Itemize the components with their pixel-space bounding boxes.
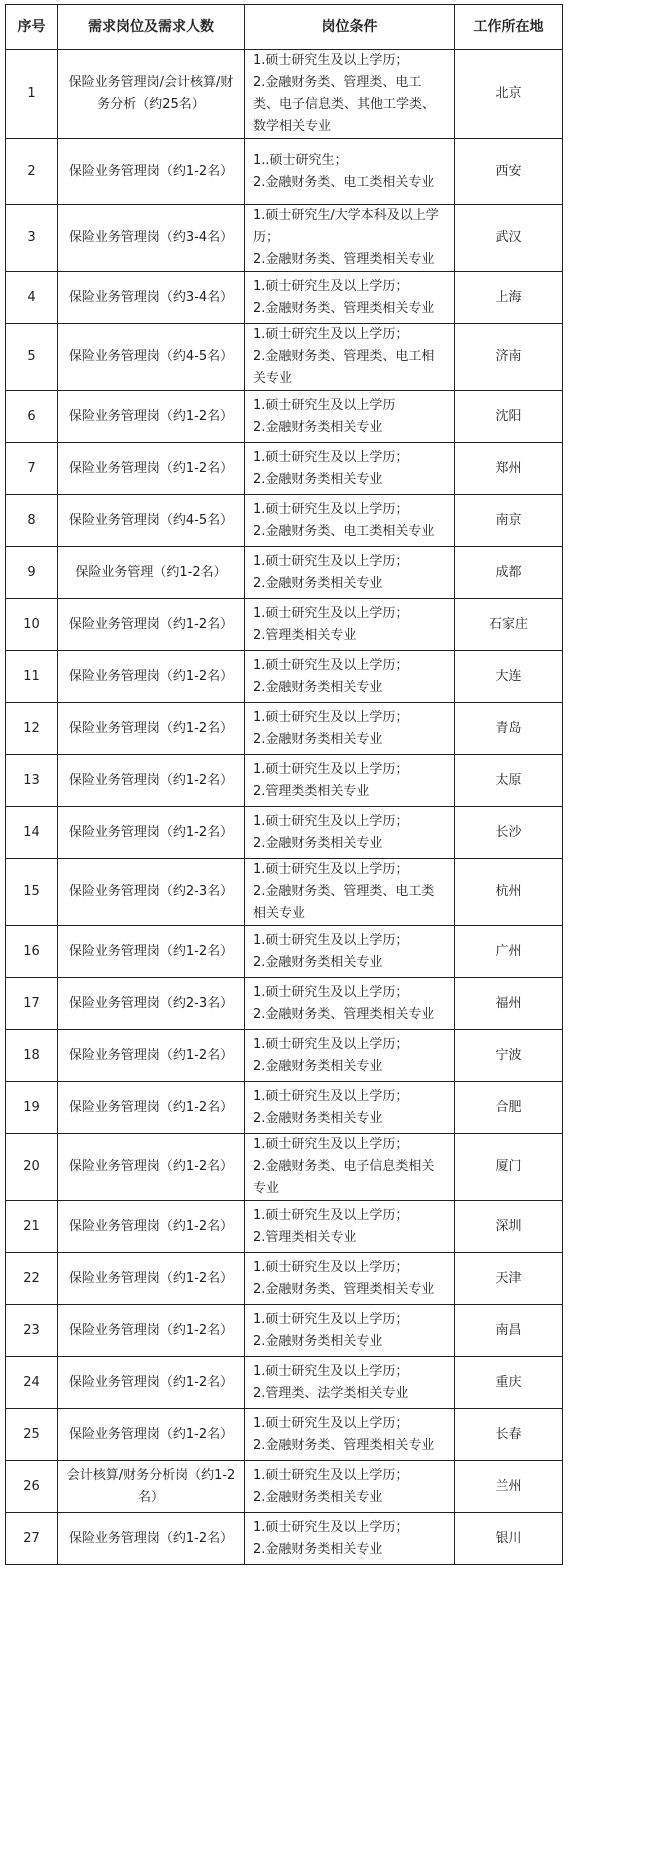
table-row: [6, 547, 563, 599]
position-cell: 保险业务管理岗（约1-2名）: [58, 1201, 245, 1253]
condition-line: 1.硕士研究生及以上学历；: [253, 813, 409, 829]
condition-line: 2.金融财务类相关专业: [253, 731, 383, 747]
location-cell: 南京: [455, 495, 563, 547]
position-cell: 保险业务管理岗（约3-4名）: [58, 205, 245, 272]
condition-line: 2.金融财务类相关专业: [253, 1333, 383, 1349]
table-row: [6, 978, 563, 1030]
table-row: [6, 1253, 563, 1305]
condition-line: 1.硕士研究生及以上学历；: [253, 1311, 409, 1327]
condition-line: 2.金融财务类、管理类相关专业: [253, 1437, 435, 1453]
position-cell: 保险业务管理岗（约4-5名）: [58, 324, 245, 391]
conditions-cell: [245, 807, 455, 859]
conditions-cell: [245, 324, 455, 391]
row-number: 27: [6, 1513, 58, 1565]
row-number: 6: [6, 391, 58, 443]
table-row: [6, 495, 563, 547]
location-cell: 石家庄: [455, 599, 563, 651]
conditions-cell: [245, 1409, 455, 1461]
table-row: [6, 324, 563, 391]
conditions-cell: [245, 1201, 455, 1253]
table-row: [6, 139, 563, 205]
location-cell: 西安: [455, 139, 563, 205]
location-cell: 广州: [455, 926, 563, 978]
row-number: 19: [6, 1082, 58, 1134]
location-cell: 厦门: [455, 1134, 563, 1201]
position-cell: 保险业务管理岗（约1-2名）: [58, 1513, 245, 1565]
table-row: [6, 1134, 563, 1201]
conditions-cell: [245, 272, 455, 324]
row-number: 22: [6, 1253, 58, 1305]
table-row: [6, 50, 563, 139]
row-number: 21: [6, 1201, 58, 1253]
condition-line: 2.金融财务类、管理类相关专业: [253, 252, 435, 267]
location-cell: 青岛: [455, 703, 563, 755]
position-cell: 保险业务管理岗（约1-2名）: [58, 1253, 245, 1305]
location-cell: 成都: [455, 547, 563, 599]
table-row: [6, 1409, 563, 1461]
condition-line: 1.硕士研究生及以上学历；: [253, 984, 409, 1000]
condition-line: 1.硕士研究生及以上学历；: [253, 449, 409, 465]
location-cell: 杭州: [455, 859, 563, 926]
location-cell: 沈阳: [455, 391, 563, 443]
row-number: 2: [6, 139, 58, 205]
row-number: 15: [6, 859, 58, 926]
conditions-cell: [245, 1030, 455, 1082]
position-cell: 保险业务管理（约1-2名）: [58, 547, 245, 599]
row-number: 9: [6, 547, 58, 599]
location-cell: 长沙: [455, 807, 563, 859]
conditions-cell: [245, 495, 455, 547]
condition-line: 2.金融财务类相关专业: [253, 575, 383, 591]
position-cell: 保险业务管理岗（约1-2名）: [58, 1134, 245, 1201]
condition-line: 2.金融财务类相关专业: [253, 419, 383, 435]
table-row: [6, 755, 563, 807]
table-row: [6, 1357, 563, 1409]
position-cell: 保险业务管理岗（约1-2名）: [58, 1030, 245, 1082]
table-row: [6, 703, 563, 755]
conditions-cell: [245, 978, 455, 1030]
condition-line: 2.金融财务类相关专业: [253, 954, 383, 970]
position-cell: 保险业务管理岗（约2-3名）: [58, 859, 245, 926]
location-cell: 宁波: [455, 1030, 563, 1082]
row-number: 11: [6, 651, 58, 703]
table-row: [6, 272, 563, 324]
conditions-cell: [245, 443, 455, 495]
position-cell: 保险业务管理岗（约1-2名）: [58, 139, 245, 205]
position-cell: 保险业务管理岗（约3-4名）: [58, 272, 245, 324]
location-cell: 深圳: [455, 1201, 563, 1253]
conditions-cell: [245, 50, 455, 139]
condition-line: 1..硕士研究生；: [253, 152, 348, 168]
condition-line: 1.硕士研究生及以上学历；: [253, 862, 409, 877]
conditions-cell: [245, 859, 455, 926]
condition-line: 2.金融财务类、电工类相关专业: [253, 523, 435, 539]
row-number: 5: [6, 324, 58, 391]
location-cell: 郑州: [455, 443, 563, 495]
location-cell: 上海: [455, 272, 563, 324]
location-cell: 银川: [455, 1513, 563, 1565]
condition-line: 1.硕士研究生及以上学历；: [253, 327, 409, 342]
table-row: [6, 926, 563, 978]
location-cell: 福州: [455, 978, 563, 1030]
position-cell: 保险业务管理岗（约1-2名）: [58, 391, 245, 443]
header-location: 工作所在地: [455, 5, 563, 50]
location-cell: 南昌: [455, 1305, 563, 1357]
condition-line: 2.管理类相关专业: [253, 627, 357, 643]
condition-line: 2.金融财务类相关专业: [253, 471, 383, 487]
condition-line: 2.金融财务类相关专业: [253, 1110, 383, 1126]
condition-line: 1.硕士研究生及以上学历；: [253, 1467, 409, 1483]
position-cell: 保险业务管理岗（约1-2名）: [58, 926, 245, 978]
row-number: 8: [6, 495, 58, 547]
condition-line: 2.金融财务类相关专业: [253, 835, 383, 851]
table-row: [6, 1513, 563, 1565]
table-header-row: [6, 5, 563, 50]
condition-line: 2.金融财务类、管理类、电工相关专业: [253, 349, 435, 386]
condition-line: 2.金融财务类、电工类相关专业: [253, 174, 435, 190]
condition-line: 2.金融财务类相关专业: [253, 1489, 383, 1505]
row-number: 16: [6, 926, 58, 978]
row-number: 7: [6, 443, 58, 495]
table-row: [6, 205, 563, 272]
condition-line: 2.金融财务类相关专业: [253, 1541, 383, 1557]
condition-line: 2.管理类类相关专业: [253, 783, 370, 799]
table-row: [6, 651, 563, 703]
conditions-cell: [245, 1082, 455, 1134]
conditions-cell: [245, 1134, 455, 1201]
location-cell: 太原: [455, 755, 563, 807]
conditions-cell: [245, 651, 455, 703]
row-number: 20: [6, 1134, 58, 1201]
conditions-cell: [245, 1513, 455, 1565]
row-number: 14: [6, 807, 58, 859]
conditions-cell: [245, 1461, 455, 1513]
location-cell: 天津: [455, 1253, 563, 1305]
conditions-cell: [245, 599, 455, 651]
row-number: 23: [6, 1305, 58, 1357]
condition-line: 2.管理类、法学类相关专业: [253, 1385, 409, 1401]
table-row: [6, 1201, 563, 1253]
condition-line: 2.金融财务类、管理类、电工类相关专业: [253, 884, 435, 921]
header-position: 需求岗位及需求人数: [58, 5, 245, 50]
conditions-cell: [245, 205, 455, 272]
location-cell: 合肥: [455, 1082, 563, 1134]
table-row: [6, 1082, 563, 1134]
table-row: [6, 859, 563, 926]
position-cell: 会计核算/财务分析岗（约1-2名）: [58, 1461, 245, 1513]
row-number: 12: [6, 703, 58, 755]
position-cell: 保险业务管理岗（约1-2名）: [58, 651, 245, 703]
position-cell: 保险业务管理岗（约1-2名）: [58, 1082, 245, 1134]
condition-line: 1.硕士研究生及以上学历；: [253, 501, 409, 517]
table-row: [6, 1030, 563, 1082]
condition-line: 1.硕士研究生及以上学历；: [253, 932, 409, 948]
position-cell: 保险业务管理岗（约4-5名）: [58, 495, 245, 547]
location-cell: 北京: [455, 50, 563, 139]
location-cell: 重庆: [455, 1357, 563, 1409]
row-number: 3: [6, 205, 58, 272]
row-number: 17: [6, 978, 58, 1030]
row-number: 13: [6, 755, 58, 807]
condition-line: 1.硕士研究生及以上学历；: [253, 605, 409, 621]
condition-line: 1.硕士研究生及以上学历；: [253, 1519, 409, 1535]
position-cell: 保险业务管理岗（约2-3名）: [58, 978, 245, 1030]
table-row: [6, 599, 563, 651]
location-cell: 长春: [455, 1409, 563, 1461]
condition-line: 2.金融财务类相关专业: [253, 679, 383, 695]
position-cell: 保险业务管理岗（约1-2名）: [58, 443, 245, 495]
condition-line: 2.金融财务类相关专业: [253, 1058, 383, 1074]
condition-line: 2.金融财务类、电子信息类相关专业: [253, 1159, 435, 1196]
condition-line: 1.硕士研究生及以上学历；: [253, 278, 409, 294]
row-number: 1: [6, 50, 58, 139]
condition-line: 1.硕士研究生及以上学历；: [253, 53, 409, 68]
condition-line: 1.硕士研究生及以上学历；: [253, 709, 409, 725]
conditions-cell: [245, 139, 455, 205]
condition-line: 1.硕士研究生及以上学历；: [253, 1036, 409, 1052]
conditions-cell: [245, 1357, 455, 1409]
conditions-cell: [245, 1305, 455, 1357]
condition-line: 1.硕士研究生/大学本科及以上学历；: [253, 208, 439, 245]
conditions-cell: [245, 547, 455, 599]
recruitment-table: [5, 4, 563, 1565]
position-cell: 保险业务管理岗（约1-2名）: [58, 807, 245, 859]
location-cell: 大连: [455, 651, 563, 703]
row-number: 24: [6, 1357, 58, 1409]
location-cell: 兰州: [455, 1461, 563, 1513]
condition-line: 1.硕士研究生及以上学历；: [253, 1137, 409, 1152]
conditions-cell: [245, 703, 455, 755]
table-row: [6, 1305, 563, 1357]
condition-line: 1.硕士研究生及以上学历；: [253, 1363, 409, 1379]
table-row: [6, 443, 563, 495]
row-number: 4: [6, 272, 58, 324]
condition-line: 1.硕士研究生及以上学历；: [253, 1088, 409, 1104]
row-number: 10: [6, 599, 58, 651]
condition-line: 2.金融财务类、管理类、电工类、电子信息类、其他工学类、数学相关专业: [253, 75, 436, 134]
position-cell: 保险业务管理岗（约1-2名）: [58, 703, 245, 755]
header-no: 序号: [6, 5, 58, 50]
table-row: [6, 1461, 563, 1513]
conditions-cell: [245, 1253, 455, 1305]
position-cell: 保险业务管理岗/会计核算/财务分析（约25名）: [58, 50, 245, 139]
table-row: [6, 807, 563, 859]
row-number: 26: [6, 1461, 58, 1513]
condition-line: 1.硕士研究生及以上学历；: [253, 1415, 409, 1431]
condition-line: 2.金融财务类、管理类相关专业: [253, 1281, 435, 1297]
conditions-cell: [245, 926, 455, 978]
position-cell: 保险业务管理岗（约1-2名）: [58, 1357, 245, 1409]
row-number: 25: [6, 1409, 58, 1461]
condition-line: 1.硕士研究生及以上学历；: [253, 761, 409, 777]
condition-line: 1.硕士研究生及以上学历；: [253, 553, 409, 569]
condition-line: 2.管理类相关专业: [253, 1229, 357, 1245]
condition-line: 1.硕士研究生及以上学历: [253, 397, 396, 413]
condition-line: 2.金融财务类、管理类相关专业: [253, 1006, 435, 1022]
condition-line: 1.硕士研究生及以上学历；: [253, 1207, 409, 1223]
condition-line: 1.硕士研究生及以上学历；: [253, 1259, 409, 1275]
location-cell: 济南: [455, 324, 563, 391]
position-cell: 保险业务管理岗（约1-2名）: [58, 1409, 245, 1461]
conditions-cell: [245, 755, 455, 807]
condition-line: 1.硕士研究生及以上学历；: [253, 657, 409, 673]
location-cell: 武汉: [455, 205, 563, 272]
condition-line: 2.金融财务类、管理类相关专业: [253, 300, 435, 316]
table-row: [6, 391, 563, 443]
header-conditions: 岗位条件: [245, 5, 455, 50]
position-cell: 保险业务管理岗（约1-2名）: [58, 1305, 245, 1357]
conditions-cell: [245, 391, 455, 443]
row-number: 18: [6, 1030, 58, 1082]
position-cell: 保险业务管理岗（约1-2名）: [58, 755, 245, 807]
position-cell: 保险业务管理岗（约1-2名）: [58, 599, 245, 651]
table-body: [6, 50, 563, 1565]
